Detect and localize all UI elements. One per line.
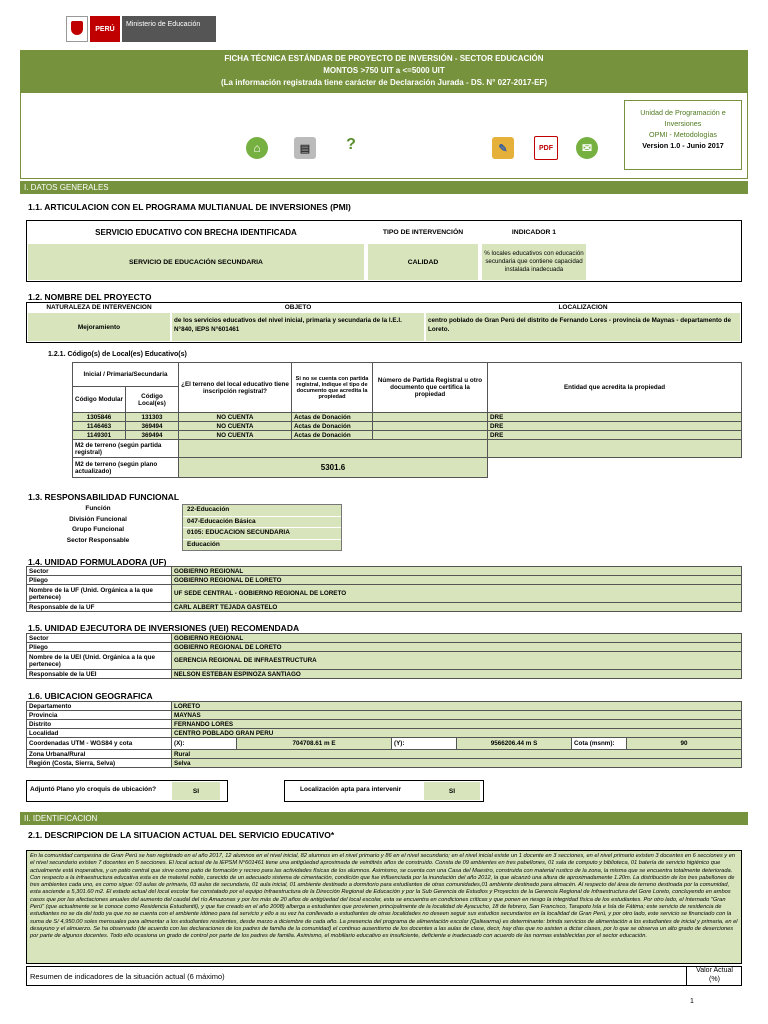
help-icon[interactable]: ? xyxy=(346,136,356,153)
plano-label: Adjuntó Plano y/o croquis de ubicación? xyxy=(30,786,157,793)
ubic-label-provincia: Provincia xyxy=(27,711,172,720)
section-uei-title: 1.5. UNIDAD EJECUTORA DE INVERSIONES (UEI) RECOMENDADA xyxy=(28,623,300,633)
codigo-local: 369494 xyxy=(126,431,179,440)
codigos-table xyxy=(72,362,742,478)
resumen-valor-label: Valor Actual xyxy=(696,967,733,974)
resp-value-division: 047-Educación Básica xyxy=(183,517,341,529)
ubic-value-distrito: FERNANDO LORES xyxy=(172,720,742,729)
ubic-value-departamento: LORETO xyxy=(172,702,742,711)
resumen-valor-unit: (%) xyxy=(709,976,720,983)
ubic-label-localidad: Localidad xyxy=(27,729,172,738)
page-number: 1 xyxy=(690,998,694,1005)
uf-value-sector: GOBIERNO REGIONAL xyxy=(172,567,742,576)
ubic-label-distrito: Distrito xyxy=(27,720,172,729)
uf-label-sector: Sector xyxy=(27,567,172,576)
ubicacion-table xyxy=(26,701,742,768)
resp-label-division: División Funcional xyxy=(69,515,127,523)
logo-ministry: Ministerio de Educación xyxy=(122,16,216,42)
uei-value-responsable: NELSON ESTEBAN ESPINOZA SANTIAGO xyxy=(172,670,742,679)
cota-value: 90 xyxy=(627,738,742,750)
logo xyxy=(66,16,216,42)
uf-label-nombre: Nombre de la UF (Unid. Orgánica a la que pertenece) xyxy=(27,585,172,603)
nombre-header-objeto: OBJETO xyxy=(284,303,312,311)
header-band xyxy=(20,50,748,93)
plano-value[interactable]: SI xyxy=(172,782,220,800)
nombre-localizacion-value: centro poblado de Gran Perú del distrito de Fernando Lores - provincia de Maynas - departamento de Loreto. xyxy=(426,313,740,341)
opmi-line3: OPMI - Metodologías xyxy=(649,130,717,139)
pmi-indicador-value: % locales educativos con educación secundaria que contiene capacidad instalada inadecuada xyxy=(482,244,586,280)
resp-label-funcion: Función xyxy=(85,505,111,512)
codigo-local: 131303 xyxy=(126,413,179,422)
m2-plano-label: M2 de terreno (según plano actualizado) xyxy=(73,458,179,478)
coord-y-value: 9566206.44 m S xyxy=(457,738,572,750)
codigos-header-nivel: Inicial / Primaria/Secundaria xyxy=(73,363,179,387)
uei-label-sector: Sector xyxy=(27,634,172,643)
ubic-value-provincia: MAYNAS xyxy=(172,711,742,720)
resumen-valor-header xyxy=(686,966,742,986)
resp-value-sector: Educación xyxy=(187,540,220,548)
coord-x-value: 704708.61 m E xyxy=(237,738,392,750)
shield-icon xyxy=(66,16,88,42)
codigos-header-doc: Si no se cuenta con partida registral, indique el tipo de documento que acredita la propiedad xyxy=(292,363,373,413)
ubic-label-zona: Zona Urbana/Rural xyxy=(27,750,172,759)
uf-value-responsable: CARL ALBERT TEJADA GASTELO xyxy=(172,603,742,612)
tipo-documento: Actas de Donación xyxy=(292,431,373,440)
inscripcion-registral: NO CUENTA xyxy=(179,422,292,431)
uf-value-pliego: GOBIERNO REGIONAL DE LORETO xyxy=(172,576,742,585)
section-ubicacion-title: 1.6. UBICACION GEOGRAFICA xyxy=(28,691,153,701)
nombre-naturaleza-value: Mejoramiento xyxy=(28,313,170,341)
table-row xyxy=(73,413,742,422)
opmi-version: Version 1.0 - Junio 2017 xyxy=(642,141,724,150)
m2-registral-value xyxy=(179,440,488,458)
email-icon[interactable]: ✉ xyxy=(576,137,598,159)
uei-label-nombre: Nombre de la UEI (Unid. Orgánica a la que pertenece) xyxy=(27,652,172,670)
m2-plano-value: 5301.6 xyxy=(179,458,488,478)
pmi-header-tipo: TIPO DE INTERVENCIÓN xyxy=(382,228,464,236)
uf-value-nombre: UF SEDE CENTRAL - GOBIERNO REGIONAL DE LORETO xyxy=(172,585,742,603)
section-descripcion-title: 2.1. DESCRIPCION DE LA SITUACION ACTUAL DEL SERVICIO EDUCATIVO* xyxy=(28,830,335,840)
codigos-header-terreno: ¿El terreno del local educativo tiene inscripción registral? xyxy=(179,363,292,413)
resp-label-grupo: Grupo Funcional xyxy=(72,526,124,533)
broom-icon[interactable]: ✎ xyxy=(492,137,514,159)
coord-y-label: (Y): xyxy=(392,738,457,750)
resp-labels xyxy=(28,504,168,546)
uei-table xyxy=(26,633,742,679)
table-row xyxy=(73,422,742,431)
pmi-header-servicio: SERVICIO EDUCATIVO CON BRECHA IDENTIFICADA xyxy=(95,227,297,237)
partida-registral xyxy=(373,431,488,440)
logo-country: PERÚ xyxy=(90,16,120,42)
entidad: DRE xyxy=(488,431,742,440)
resp-value-funcion: 22-Educación xyxy=(183,505,341,517)
inscripcion-registral: NO CUENTA xyxy=(179,431,292,440)
resp-label-sector: Sector Responsable xyxy=(66,536,130,544)
table-row xyxy=(73,431,742,440)
uei-value-sector: GOBIERNO REGIONAL xyxy=(172,634,742,643)
section-pmi-title: 1.1. ARTICULACION CON EL PROGRAMA MULTIANUAL DE INVERSIONES (PMI) xyxy=(28,202,351,212)
nombre-objeto-value: de los servicios educativos del nivel inicial, primaria y secundaria de la I.E.I. N°840, IEPS N°601461 xyxy=(172,313,424,341)
opmi-line2: Inversiones xyxy=(664,119,702,128)
codigos-header-entidad: Entidad que acredita la propiedad xyxy=(488,363,742,413)
pmi-header-indicador: INDICADOR 1 xyxy=(511,228,557,236)
nombre-header-naturaleza: NATURALEZA DE INTERVENCION xyxy=(46,303,152,311)
section-uf-title: 1.4. UNIDAD FORMULADORA (UF) xyxy=(28,557,167,567)
entidad: DRE xyxy=(488,422,742,431)
section-datos-generales: I. DATOS GENERALES xyxy=(20,181,748,194)
ubic-value-localidad: CENTRO POBLADO GRAN PERU xyxy=(172,729,742,738)
resp-value-grupo: 0105: EDUCACION SECUNDARIA xyxy=(183,528,341,540)
m2-registral-extra xyxy=(488,440,742,458)
resp-values xyxy=(182,504,342,551)
uei-label-responsable: Responsable de la UEI xyxy=(27,670,172,679)
pdf-icon[interactable]: PDF xyxy=(534,136,558,160)
codigos-header-modular: Código Modular xyxy=(73,387,126,413)
uf-label-pliego: Pliego xyxy=(27,576,172,585)
m2-registral-label: M2 de terreno (según partida registral) xyxy=(73,440,179,458)
codigo-modular: 1305846 xyxy=(73,413,126,422)
codigo-local: 369494 xyxy=(126,422,179,431)
uei-label-pliego: Pliego xyxy=(27,643,172,652)
ubic-label-region: Región (Costa, Sierra, Selva) xyxy=(27,759,172,768)
descripcion-text[interactable]: En la comunidad campesina de Gran Perú se han registrado en el año 2017, 12 alumnos en el nivel inicial, 82 alumnos en el nivel primario y 86 en el nivel secundario; en el nivel inicial existe un 1 docente en 3 secciones, en el nivel primario existen 3 docentes en 6 secciones y en el nivel secundario existen 7 docentes en 5 secciones. El local actual de la IEPSM N°601461 tiene una antigüedad aproximada de veintitrés años de construido. Consta de 09 ambientes en tres pabellones, 01 sala de computo y biblioteca, 01 batería de servicio higiénico que actualmente está inoperativa, y un patio central que sirve como patio de formación y recreo para las actividades físicas de los alumnos. Asimismo, se cuenta con una Casa del Maestro, construida con material rustico de la zona, la misma que se encuentra totalmente deteriorada. Con respecto a la infraestructura educativa esta es de material noble, carecido de un adecuado sistema de cimentación, condición que fue influenciada por la inundación del año 2012, la que alcanzó una altura de aproximadamente 1.20m. La distribución de los tres pabellones de tres ambientes cada uno, es como sigue: 03 aulas de primaria, 03 aulas de secundaria, 01 aula inicial, 01 ambiente destinado a dormitorio para estudiantes de otras comunidades,01 ambiente destinado para almacén. Al respecto del área de terreno destinada por la comunidad, esta asciende a 5,301.60 m2. El estado actual del local escolar fue constatado por el equipo Infraestructura de la Dirección Regional de Educación y por la Sub Gerencia de Estudios y Proyectos de la Gerencia Regional de Infraestructura del Gore Loreto, concluyendo en ambos casos que por las afectaciones anuales del aumento del caudal del río Amazonas y por los más de 20 años de antigüedad del local escolar, esta se encuentra en condiciones criticas y que ponen en riesgo la integridad física de los estudiantes. Por otro lado, el Internado "Gran Perú" (que actualmente se le conoce como Residencia Estudiantil), y que fue creado en el año 2008) alberga a estudiantes que provienen principalmente de la localidad de Ayacucho, 18 de febrero, San Francisco, Tarapoto Isla e Isla de Fátima; este servicio de residencia de estudiantes no se da del todo ya que no se cuenta con el ambiente idóneo para tal servicio y ello a su vez ha conllevado a estudiantes de otras localidades no deseen seguir sus estudios secundarios en la localidad de Gran Perú, y por otro lado, este servicio se financiado con la suma de S/ 4,950.00 soles mensuales para alimentar a los estudiantes residentes, desde marzo a diciembre de cada año. La presencia del programa de alimentación escolar (Qaliwarma) es determinante: brinda servicios de alimentación a los estudiantes de inicial y primaria, en el desayuno y el almuerzo. Se ha observado (de acuerdo con las declaraciones de los padres de familia de la comunidad) el continuo ausentismo de los docentes a las aulas de clase, decir, hay días que no asisten a dictar clases, por lo que se observa un alto grado de deserciones por parte de algunos docentes. Todo ello ocasiona un grado de control por parte de los padres de familia. Asimismo, el mobiliario educativo es insuficiente, deficiente e inadecuado con acuerdo de las normas establecidas por el sector educación. xyxy=(26,850,742,964)
partida-registral xyxy=(373,422,488,431)
cota-label: Cota (msnm): xyxy=(572,738,627,750)
printer-icon[interactable]: ▤ xyxy=(294,137,316,159)
ubic-value-region: Selva xyxy=(172,759,742,768)
uei-value-pliego: GOBIERNO REGIONAL DE LORETO xyxy=(172,643,742,652)
ubic-label-coordenadas: Coordenadas UTM - WGS84 y cota xyxy=(27,738,172,750)
ubic-value-zona: Rural xyxy=(172,750,742,759)
tipo-documento: Actas de Donación xyxy=(292,413,373,422)
partida-registral xyxy=(373,413,488,422)
tipo-documento: Actas de Donación xyxy=(292,422,373,431)
pmi-servicio-value: SERVICIO DE EDUCACIÓN SECUNDARIA xyxy=(28,244,364,280)
uf-label-responsable: Responsable de la UF xyxy=(27,603,172,612)
pmi-tipo-value: CALIDAD xyxy=(368,244,478,280)
opmi-box xyxy=(624,100,742,170)
resumen-label: Resumen de indicadores de la situación actual (6 máximo) xyxy=(30,972,225,981)
codigos-header-partida: Número de Partida Registral u otro documento que certifica la propiedad xyxy=(373,363,488,413)
section-codigos-title: 1.2.1. Código(s) de Local(es) Educativo(s) xyxy=(48,351,187,358)
apta-value[interactable]: SI xyxy=(424,782,480,800)
inscripcion-registral: NO CUENTA xyxy=(179,413,292,422)
home-icon[interactable]: ⌂ xyxy=(246,137,268,159)
section-responsabilidad-title: 1.3. RESPONSABILIDAD FUNCIONAL xyxy=(28,492,180,502)
codigo-modular: 1149301 xyxy=(73,431,126,440)
uf-table xyxy=(26,566,742,612)
section-identificacion: II. IDENTIFICACION xyxy=(20,812,748,825)
section-nombre-title: 1.2. NOMBRE DEL PROYECTO xyxy=(28,292,152,302)
codigos-header-local: Código Local(es) xyxy=(126,387,179,413)
opmi-line1: Unidad de Programación e xyxy=(640,108,726,117)
ubic-label-departamento: Departamento xyxy=(27,702,172,711)
codigo-modular: 1146463 xyxy=(73,422,126,431)
nombre-header-localizacion: LOCALIZACION xyxy=(558,303,608,311)
apta-label: Localización apta para intervenir xyxy=(300,786,402,793)
header-amounts: MONTOS >750 UIT a <=5000 UIT xyxy=(323,66,445,75)
uei-value-nombre: GERENCIA REGIONAL DE INFRAESTRUCTURA xyxy=(172,652,742,670)
header-note: (La información registrada tiene carácter de Declaración Jurada - DS. N° 027-2017-EF) xyxy=(221,78,547,87)
header-title: FICHA TÉCNICA ESTÁNDAR DE PROYECTO DE INVERSIÓN - SECTOR EDUCACIÓN xyxy=(224,54,544,63)
coord-x-label: (X): xyxy=(172,738,237,750)
entidad: DRE xyxy=(488,413,742,422)
